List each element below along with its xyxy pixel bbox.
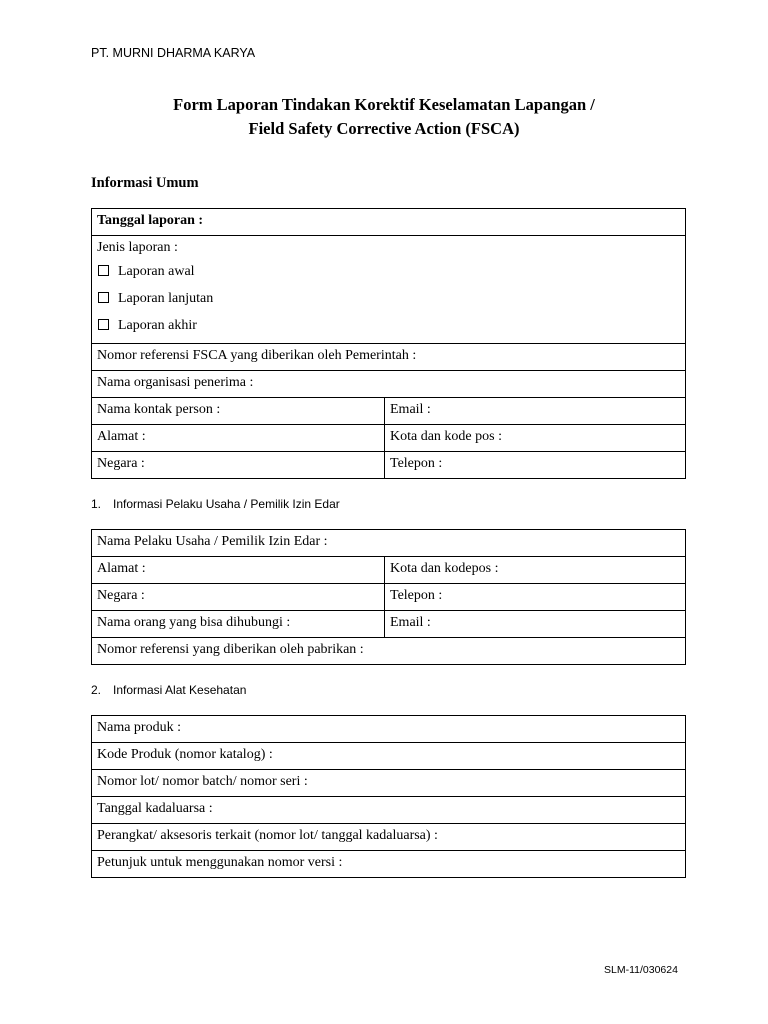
address-field[interactable]: Alamat :	[92, 425, 385, 452]
checkbox-icon[interactable]	[98, 265, 109, 276]
contact-name-field[interactable]: Nama orang yang bisa dihubungi :	[92, 611, 385, 638]
form-title-line-2: Field Safety Corrective Action (FSCA)	[248, 119, 520, 138]
contact-person-field[interactable]: Nama kontak person :	[92, 398, 385, 425]
table-row	[92, 824, 686, 851]
option-label: Laporan awal	[118, 264, 195, 279]
city-postcode-field[interactable]: Kota dan kodepos :	[385, 557, 686, 584]
city-postcode-field[interactable]: Kota dan kode pos :	[385, 425, 686, 452]
product-name-field[interactable]: Nama produk :	[92, 716, 686, 743]
document-code: SLM-11/030624	[604, 964, 678, 976]
section-number: 1.	[91, 497, 102, 511]
instructions-version-field[interactable]: Petunjuk untuk menggunakan nomor versi :	[92, 851, 686, 878]
fsca-gov-ref-field[interactable]: Nomor referensi FSCA yang diberikan oleh Pemerintah :	[92, 344, 686, 371]
company-name: PT. MURNI DHARMA KARYA	[91, 46, 256, 60]
recipient-org-field[interactable]: Nama organisasi penerima :	[92, 371, 686, 398]
table-row	[92, 236, 686, 344]
table-row	[92, 797, 686, 824]
table-row	[92, 452, 686, 479]
table-row	[92, 209, 686, 236]
table-row	[92, 530, 686, 557]
table-row	[92, 638, 686, 665]
section-2-heading	[91, 683, 246, 697]
section-title: Informasi Pelaku Usaha / Pemilik Izin Edar	[113, 497, 340, 511]
general-info-table	[91, 208, 686, 479]
expiry-date-field[interactable]: Tanggal kadaluarsa :	[92, 797, 686, 824]
device-info-table	[91, 715, 686, 878]
form-title-line-1: Form Laporan Tindakan Korektif Keselamatan Lapangan /	[173, 95, 595, 114]
section-number: 2.	[91, 683, 102, 697]
checkbox-icon[interactable]	[98, 292, 109, 303]
table-row	[92, 344, 686, 371]
address-field[interactable]: Alamat :	[92, 557, 385, 584]
phone-field[interactable]: Telepon :	[385, 452, 686, 479]
accessories-field[interactable]: Perangkat/ aksesoris terkait (nomor lot/ tanggal kadaluarsa) :	[92, 824, 686, 851]
table-row	[92, 584, 686, 611]
phone-field[interactable]: Telepon :	[385, 584, 686, 611]
lot-number-field[interactable]: Nomor lot/ nomor batch/ nomor seri :	[92, 770, 686, 797]
report-type-option-followup[interactable]	[97, 285, 680, 312]
email-field[interactable]: Email :	[385, 611, 686, 638]
section-1-heading	[91, 497, 340, 511]
country-field[interactable]: Negara :	[92, 452, 385, 479]
general-info-heading: Informasi Umum	[91, 175, 199, 191]
report-type-label: Jenis laporan :	[97, 240, 178, 255]
product-code-field[interactable]: Kode Produk (nomor katalog) :	[92, 743, 686, 770]
section-title: Informasi Alat Kesehatan	[113, 683, 247, 697]
country-field[interactable]: Negara :	[92, 584, 385, 611]
option-label: Laporan akhir	[118, 318, 197, 333]
table-row	[92, 557, 686, 584]
table-row	[92, 425, 686, 452]
report-type-cell	[92, 236, 686, 344]
table-row	[92, 851, 686, 878]
option-label: Laporan lanjutan	[118, 291, 214, 306]
table-row	[92, 716, 686, 743]
table-row	[92, 398, 686, 425]
email-field[interactable]: Email :	[385, 398, 686, 425]
table-row	[92, 743, 686, 770]
business-info-table	[91, 529, 686, 665]
report-date-field[interactable]: Tanggal laporan :	[92, 209, 686, 236]
report-type-option-final[interactable]	[97, 312, 680, 339]
table-row	[92, 611, 686, 638]
manufacturer-ref-field[interactable]: Nomor referensi yang diberikan oleh pabrikan :	[92, 638, 686, 665]
business-name-field[interactable]: Nama Pelaku Usaha / Pemilik Izin Edar :	[92, 530, 686, 557]
report-type-option-initial[interactable]	[97, 258, 680, 285]
checkbox-icon[interactable]	[98, 319, 109, 330]
table-row	[92, 770, 686, 797]
table-row	[92, 371, 686, 398]
